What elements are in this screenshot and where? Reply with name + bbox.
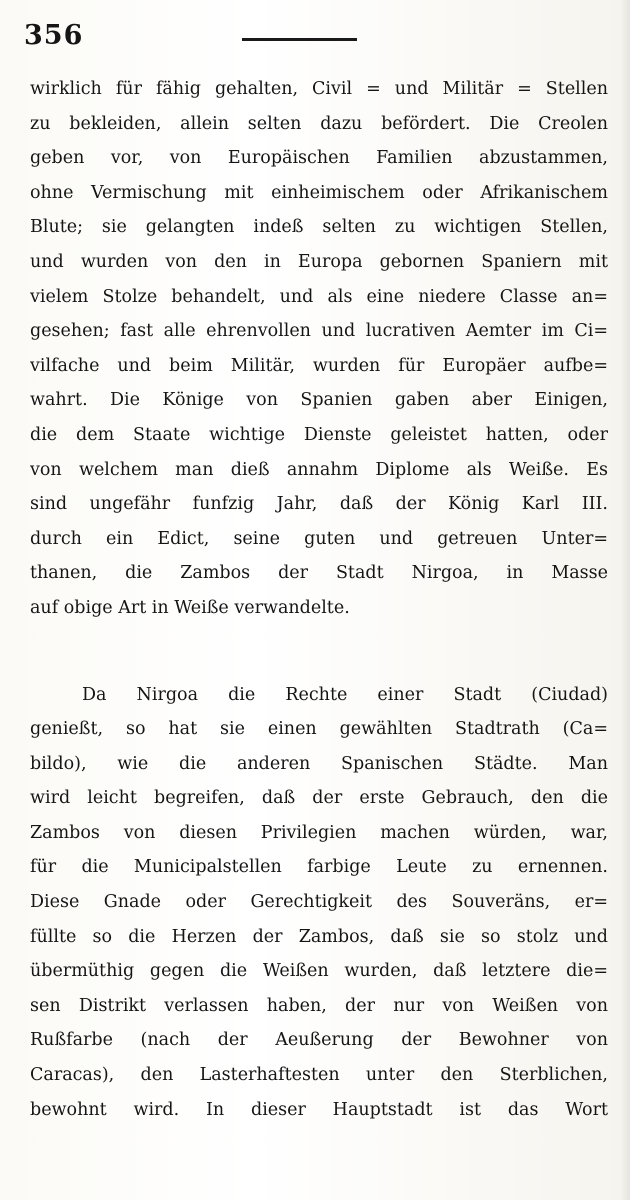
page-header <box>24 20 606 60</box>
text-line: für die Municipalstellen farbige Leute zu ernennen. <box>30 857 608 878</box>
text-line: ohne Vermischung mit einheimischem oder Afrikanischem <box>30 182 608 203</box>
header-rule <box>242 38 357 41</box>
text-line: thanen, die Zambos der Stadt Nirgoa, in Masse <box>30 563 608 584</box>
text-line: genießt, so hat sie einen gewählten Stadtrath (Ca= <box>30 719 608 740</box>
text-line: und wurden von den in Europa gebornen Spaniern mit <box>30 251 608 272</box>
text-line: sind ungefähr funfzig Jahr, daß der König Karl III. <box>30 494 608 515</box>
page-edge-shadow <box>620 0 630 1200</box>
page-number: 356 <box>24 20 84 51</box>
paragraph-2 <box>30 678 608 1128</box>
text-line: Caracas), den Lasterhaftesten unter den Sterblichen, <box>30 1065 608 1086</box>
body-text <box>30 72 608 1127</box>
text-line: Diese Gnade oder Gerechtigkeit des Souveräns, er= <box>30 892 608 913</box>
text-line: die dem Staate wichtige Dienste geleistet hatten, oder <box>30 424 608 445</box>
text-line: gesehen; fast alle ehrenvollen und lucrativen Aemter im Ci= <box>30 321 608 342</box>
text-line: zu bekleiden, allein selten dazu befördert. Die Creolen <box>30 113 608 134</box>
text-line: sen Distrikt verlassen haben, der nur von Weißen von <box>30 995 608 1016</box>
paragraph-gap <box>30 626 608 678</box>
text-line: auf obige Art in Weiße verwandelte. <box>30 597 350 618</box>
text-line: vielem Stolze behandelt, und als eine niedere Classe an= <box>30 286 608 307</box>
text-line: Zambos von diesen Privilegien machen würden, war, <box>30 822 608 843</box>
text-line: vilfache und beim Militär, wurden für Europäer aufbe= <box>30 355 608 376</box>
text-line: wird leicht begreifen, daß der erste Gebrauch, den die <box>30 788 608 809</box>
text-line: durch ein Edict, seine guten und getreuen Unter= <box>30 528 608 549</box>
text-line: Blute; sie gelangten indeß selten zu wichtigen Stellen, <box>30 217 608 238</box>
text-line: Rußfarbe (nach der Aeußerung der Bewohner von <box>30 1030 608 1051</box>
text-line: wirklich für fähig gehalten, Civil = und Militär = Stellen <box>30 79 608 99</box>
text-line: Da Nirgoa die Rechte einer Stadt (Ciudad) <box>82 684 608 705</box>
text-line: bewohnt wird. In dieser Hauptstadt ist das Wort <box>30 1099 608 1120</box>
text-line: wahrt. Die Könige von Spanien gaben aber Einigen, <box>30 390 608 411</box>
text-line: bildo), wie die anderen Spanischen Städte. Man <box>30 753 608 774</box>
text-line: von welchem man dieß annahm Diplome als Weiße. Es <box>30 459 608 480</box>
text-line: übermüthig gegen die Weißen wurden, daß letztere die= <box>30 961 608 982</box>
paragraph-1 <box>30 72 608 626</box>
text-line: geben vor, von Europäischen Familien abzustammen, <box>30 148 608 169</box>
text-line: füllte so die Herzen der Zambos, daß sie so stolz und <box>30 926 608 947</box>
